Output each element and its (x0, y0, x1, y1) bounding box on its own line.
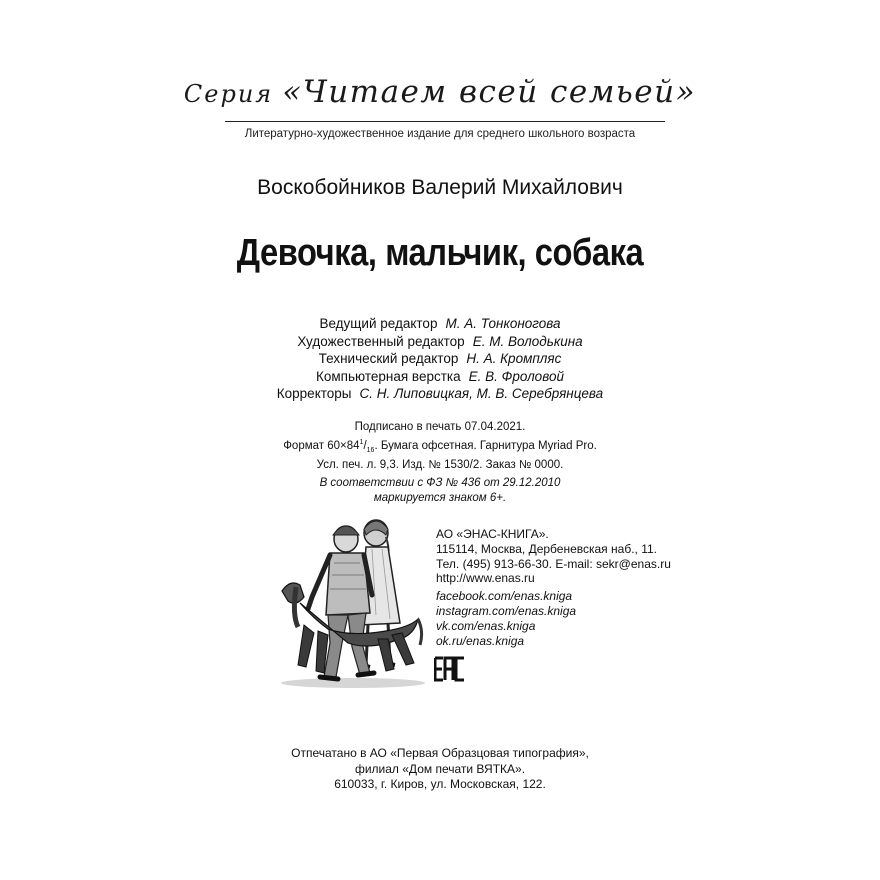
publisher-contacts: Тел. (495) 913-66-30. E-mail: sekr@enas.ru (436, 556, 671, 571)
series-header (0, 74, 880, 110)
credit-role: Технический редактор (318, 351, 459, 366)
publisher-block (436, 527, 671, 586)
credit-row (0, 368, 880, 386)
law-line-2: маркируется знаком 6+. (373, 492, 507, 505)
sheets-line: Усл. печ. л. 9,3. Изд. № 1530/2. Заказ № 0000. (316, 459, 564, 472)
printer-block (0, 746, 880, 793)
law-line-1: В соответствии с ФЗ № 436 от 29.12.2010 (319, 477, 561, 490)
credit-name: Е. В. Фроловой (468, 368, 564, 384)
printer-line-2: филиал «Дом печати ВЯТКА». (354, 761, 526, 776)
credit-role: Корректоры (276, 386, 352, 401)
publisher-address: 115114, Москва, Дербеневская наб., 11. (436, 541, 657, 556)
series-title: «Читаем всей семьей» (282, 74, 697, 110)
link-instagram: instagram.com/enas.kniga (436, 604, 577, 618)
series-label: Серия (183, 80, 274, 108)
credit-name: С. Н. Липовицкая, М. В. Серебрянцева (359, 386, 604, 401)
link-ok: ok.ru/enas.kniga (436, 634, 525, 648)
publisher-name: АО «ЭНАС-КНИГА». (436, 527, 549, 541)
credit-row (0, 385, 880, 403)
eac-mark-icon (434, 656, 466, 682)
credit-name: М. А. Тонконогова (445, 316, 561, 331)
format-prefix: Формат 60×84 (283, 439, 360, 452)
credit-role: Художественный редактор (297, 333, 465, 349)
link-facebook: facebook.com/enas.kniga (436, 589, 573, 603)
credit-name: Н. А. Кромпляс (466, 351, 562, 366)
format-sup: 1 (359, 439, 364, 446)
link-vk: vk.com/enas.kniga (436, 619, 536, 633)
signed-date: Подписано в печать 07.04.2021. (354, 421, 526, 433)
format-suffix: . Бумага офсетная. Гарнитура Myriad Pro. (374, 439, 597, 452)
credit-role: Ведущий редактор (319, 316, 438, 331)
social-links (436, 589, 576, 649)
credit-name: Е. М. Володькина (472, 333, 583, 349)
credits-block (0, 315, 880, 403)
printer-line-3: 610033, г. Киров, ул. Московская, 122. (334, 777, 546, 791)
credit-row (0, 315, 880, 333)
print-info-block (0, 420, 880, 506)
series-subtitle: Литературно-художественное издание для среднего школьного возраста (244, 128, 636, 140)
book-title: Девочка, мальчик, собака (236, 232, 644, 274)
printer-line-1: Отпечатано в АО «Первая Образцовая типография», (291, 746, 589, 760)
credit-row (0, 350, 880, 368)
format-line: Формат $60\times 84^1/_{16}$. Бумага офсетная. Гарнитура Myriad Pro. (283, 439, 597, 455)
format-sub: 16 (366, 447, 375, 455)
publisher-website: http://www.enas.ru (436, 571, 535, 586)
children-dog-illustration (268, 515, 428, 690)
header-rule (225, 121, 665, 122)
credit-row (0, 333, 880, 351)
author-name: Воскобойников Валерий Михайлович (257, 176, 623, 199)
credit-role: Компьютерная верстка (316, 368, 461, 384)
